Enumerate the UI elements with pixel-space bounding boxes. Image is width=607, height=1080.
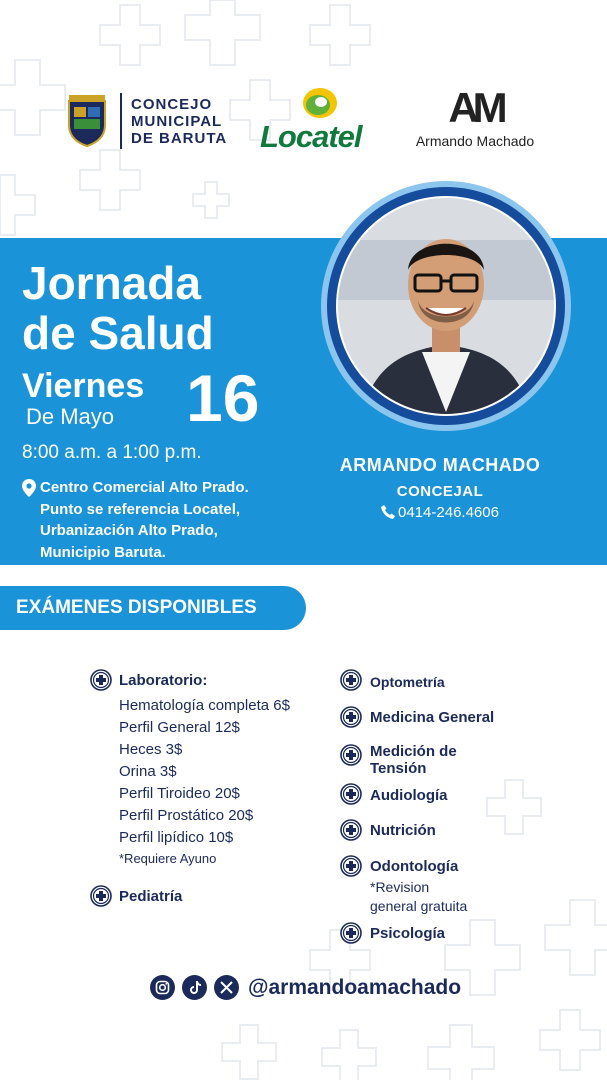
odontologia-note: general gratuita xyxy=(370,898,468,914)
lab-item: Perfil lipídico 10$ xyxy=(119,829,234,846)
am-monogram: AM xyxy=(448,84,502,131)
odontologia-note: *Revision xyxy=(370,879,430,895)
person-phone: 0414-246.4606 xyxy=(300,504,580,521)
medical-plus-icon xyxy=(90,669,112,691)
medical-plus-icon xyxy=(340,744,362,766)
exams-heading: EXÁMENES DISPONIBLES xyxy=(16,597,257,618)
event-month: De Mayo xyxy=(26,404,115,429)
medical-plus-icon xyxy=(340,669,362,691)
exam-nutricion: Nutrición xyxy=(370,822,436,839)
x-icon[interactable] xyxy=(214,975,239,1000)
exam-odontologia: Odontología xyxy=(370,858,459,875)
concejo-divider xyxy=(120,93,122,149)
exam-psicologia: Psicología xyxy=(370,925,446,942)
logos-row xyxy=(0,85,607,165)
locatel-swirl-icon xyxy=(300,85,340,121)
medical-plus-icon xyxy=(340,783,362,805)
lab-item: Heces 3$ xyxy=(119,741,183,758)
locatel-logo xyxy=(260,85,375,155)
event-day-number: 16 xyxy=(186,361,260,435)
am-name: Armando Machado xyxy=(415,133,535,149)
instagram-icon[interactable] xyxy=(150,975,175,1000)
medical-plus-icon xyxy=(340,706,362,728)
exam-medicina-general: Medicina General xyxy=(370,709,495,726)
event-address: Centro Comercial Alto Prado. Punto se referencia Locatel, Urbanización Alto Prado, Municipio Baruta. xyxy=(22,477,322,563)
social-handle[interactable]: @armandoamachado xyxy=(248,975,462,999)
exam-medicion-tension: Medición de Tensión xyxy=(370,743,457,777)
tiktok-icon[interactable] xyxy=(182,975,207,1000)
lab-item: Perfil General 12$ xyxy=(119,719,240,736)
exam-laboratorio: Laboratorio: xyxy=(119,672,208,689)
person-role: CONCEJAL xyxy=(396,483,484,500)
medical-plus-icon xyxy=(340,819,362,841)
baruta-shield-icon xyxy=(66,95,108,147)
event-day-name: Viernes xyxy=(22,367,145,405)
exam-pediatria: Pediatría xyxy=(119,888,183,905)
location-pin-icon xyxy=(22,479,36,497)
lab-item: Perfil Tiroideo 20$ xyxy=(119,785,240,802)
portrait-photo xyxy=(320,180,572,432)
locatel-wordmark: Locatel xyxy=(260,119,362,154)
exam-optometria: Optometría xyxy=(370,674,445,690)
medical-plus-icon xyxy=(340,922,362,944)
phone-icon xyxy=(381,505,395,519)
lab-item: Perfil Prostático 20$ xyxy=(119,807,254,824)
lab-item: Orina 3$ xyxy=(119,763,177,780)
event-time: 8:00 a.m. a 1:00 p.m. xyxy=(22,442,202,463)
am-logo xyxy=(405,84,545,149)
event-title: Jornada de Salud xyxy=(22,257,214,359)
lab-note: *Requiere Ayuno xyxy=(119,851,217,866)
exam-audiologia: Audiología xyxy=(370,787,448,804)
medical-plus-icon xyxy=(340,855,362,877)
medical-plus-icon xyxy=(90,885,112,907)
social-footer xyxy=(150,975,461,1000)
concejo-name: CONCEJO MUNICIPAL DE BARUTA xyxy=(131,95,228,147)
concejo-logo xyxy=(66,93,227,149)
lab-item: Hematología completa 6$ xyxy=(119,697,290,714)
person-name: ARMANDO MACHADO xyxy=(339,455,541,475)
